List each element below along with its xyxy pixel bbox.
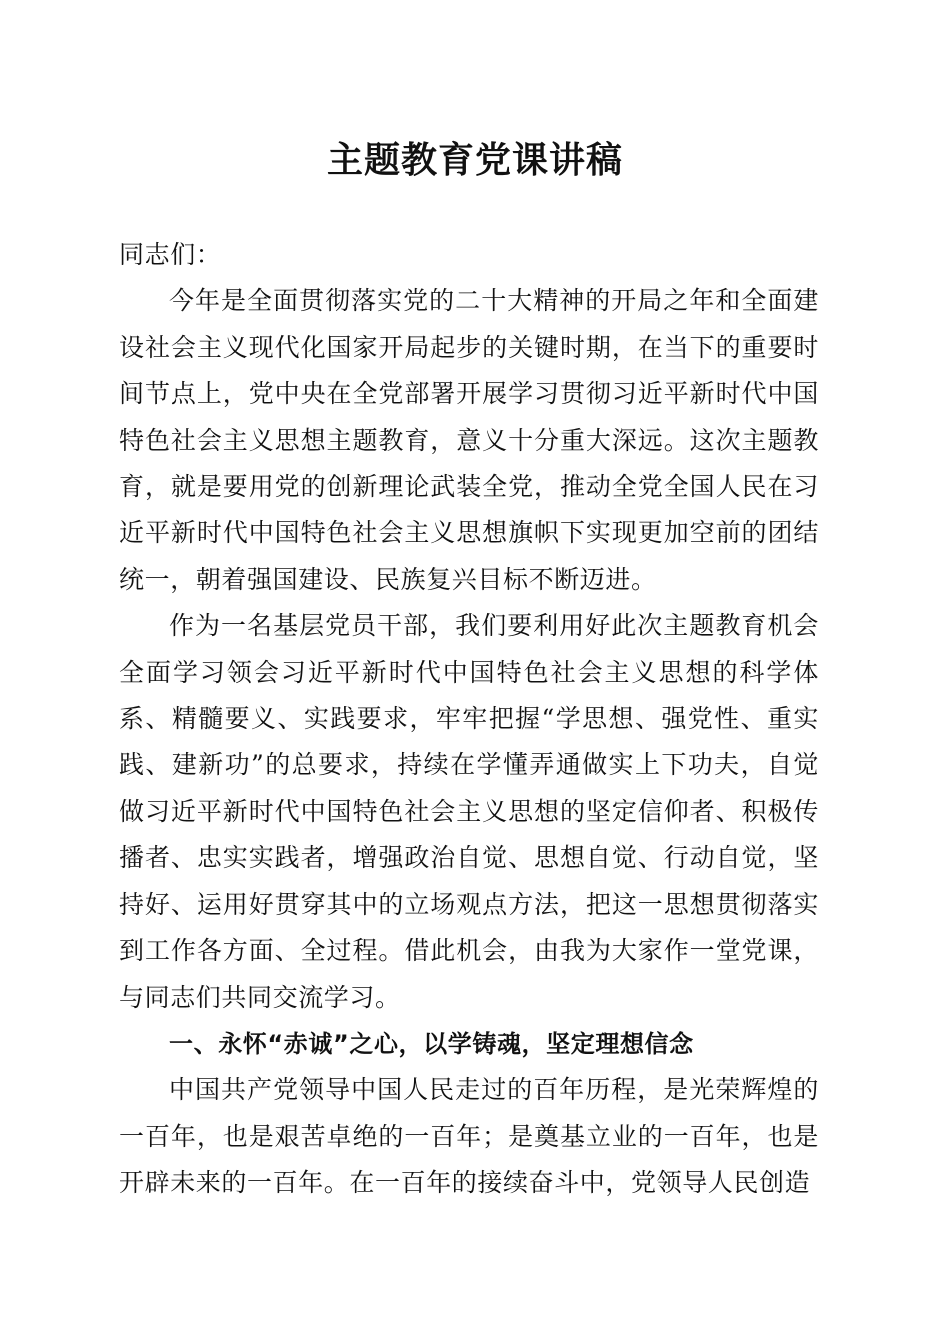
paragraph-purpose: 作为一名基层党员干部，我们要利用好此次主题教育机会全面学习领会习近平新时代中国特色社会主义思想的科学体系、精髓要义、实践要求，牢牢把握“学思想、强党性、重实践、建新功”的总要求，持续在学懂弄通做实上下功夫，自觉做习近平新时代中国特色社会主义思想的坚定信仰者、积极传播者、忠实实践者，增强政治自觉、思想自觉、行动自觉，坚持好、运用好贯穿其中的立场观点方法，把这一思想贯彻落实到工作各方面、全过程。借此机会，由我为大家作一堂党课，与同志们共同交流学习。 <box>119 611 819 1012</box>
paragraph-section-one: 中国共产党领导中国人民走过的百年历程，是光荣辉煌的一百年，也是艰苦卓绝的一百年；是奠基立业的一百年，也是开辟未来的一百年。在一百年的接续奋斗中，党领导人民创造 <box>119 1075 819 1198</box>
salutation: 同志们： <box>119 240 222 269</box>
section-heading: 一、永怀“赤诚”之心，以学铸魂，坚定理想信念 <box>169 1029 694 1058</box>
document-body <box>119 232 819 1207</box>
document-title: 主题教育党课讲稿 <box>326 139 623 181</box>
paragraph-intro: 今年是全面贯彻落实党的二十大精神的开局之年和全面建设社会主义现代化国家开局起步的关键时期，在当下的重要时间节点上，党中央在全党部署开展学习贯彻习近平新时代中国特色社会主义思想主题教育，意义十分重大深远。这次主题教育，就是要用党的创新理论武装全党，推动全党全国人民在习近平新时代中国特色社会主义思想旗帜下实现更加空前的团结统一，朝着强国建设、民族复兴目标不断迈进。 <box>119 286 819 594</box>
